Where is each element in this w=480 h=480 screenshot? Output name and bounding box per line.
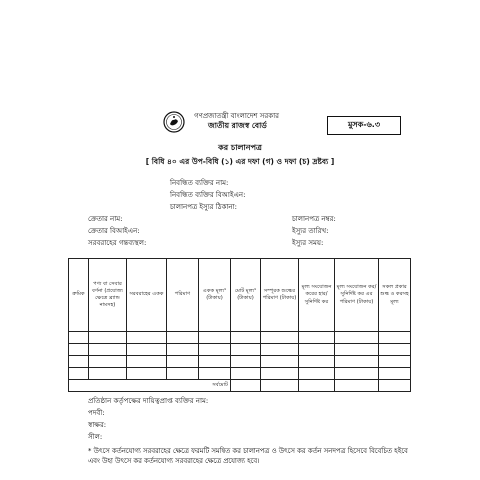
- board-name: জাতীয় রাজস্ব বোর্ড: [208, 121, 267, 130]
- supply-destination-label: সরবরাহের গন্তব্যস্থল:: [88, 239, 147, 247]
- col-unit-price: একক মূল্য¹ (টাকায়): [199, 259, 231, 332]
- invoice-address-label: চালানপত্র ইস্যুর ঠিকানা:: [170, 203, 237, 211]
- withholding-tax-note: * উৎসে কর্তনযোগ্য সরবরাহের ক্ষেত্রে ফরমটি সমন্বিত কর চালানপত্র ও উৎসে কর কর্তন সনদপত্র হিসেবে বিবেচিত হইবে এবং উহা উৎসে কর কর্তনযোগ্য সরবরাহের ক্ষেত্রে প্রযোজ্য হবে।: [88, 447, 408, 466]
- officer-name-label: প্রতিষ্ঠান কর্তৃপক্ষের দায়িত্বপ্রাপ্ত ব্যক্তির নাম:: [88, 397, 209, 405]
- table-row: [69, 368, 411, 380]
- table-total-row: [69, 380, 411, 392]
- col-supply-unit: সরবরাহের একক: [127, 259, 167, 332]
- col-serial: ক্রমিক: [69, 259, 89, 332]
- col-description: পণ্য বা সেবার বর্ণনা (প্রযোজ্য ক্ষেত্রে ব্র্যান্ড নামসহ): [89, 259, 127, 332]
- invoice-number-label: চালানপত্র নম্বর:: [292, 215, 336, 223]
- document-title: কর চালানপত্র: [218, 143, 262, 152]
- invoice-items-table: [68, 258, 411, 392]
- col-vat-rate: মূল্য সংযোজন করের হার/ সুনির্দিষ্ট কর: [299, 259, 335, 332]
- col-supplementary-duty: সম্পূরক শুল্কের পরিমাণ (টাকায়): [261, 259, 299, 332]
- registered-bin-label: নিবন্ধিত ব্যক্তির বিআইএন:: [170, 191, 246, 199]
- buyer-bin-label: ক্রেতার বিআইএন:: [88, 227, 140, 235]
- bangladesh-government-seal-icon: [163, 111, 185, 133]
- table-header-row: [69, 259, 411, 332]
- form-code-badge: মুসক-৬.৩: [327, 116, 401, 135]
- grand-total-label: সর্বমোট: [69, 380, 231, 392]
- col-vat-amount: মূল্য সংযোজন কর/ সুনির্দিষ্ট কর এর পরিমাণ (টাকায়): [335, 259, 379, 332]
- designation-label: পদবী:: [88, 409, 105, 417]
- seal-label: সীল:: [88, 433, 103, 441]
- table-row: [69, 356, 411, 368]
- government-name: গণপ্রজাতন্ত্রী বাংলাদেশ সরকার: [194, 112, 279, 120]
- issue-date-label: ইস্যুর তারিখ:: [292, 227, 329, 235]
- buyer-name-label: ক্রেতার নাম:: [88, 215, 123, 223]
- registered-name-label: নিবন্ধিত ব্যক্তির নাম:: [170, 179, 229, 187]
- col-total-price: মোট মূল্য¹ (টাকায়): [231, 259, 261, 332]
- col-quantity: পরিমাণ: [167, 259, 199, 332]
- document-subtitle: [ বিধি ৪০ এর উপ-বিধি (১) এর দফা (গ) ও দফা (চ) দ্রষ্টব্য ]: [145, 157, 335, 166]
- table-row: [69, 332, 411, 344]
- signature-label: স্বাক্ষর:: [88, 421, 107, 429]
- table-row: [69, 344, 411, 356]
- issue-time-label: ইস্যুর সময়:: [292, 239, 324, 247]
- col-total-with-tax: সকল প্রকার শুল্ক ও করসহ মূল্য: [379, 259, 411, 332]
